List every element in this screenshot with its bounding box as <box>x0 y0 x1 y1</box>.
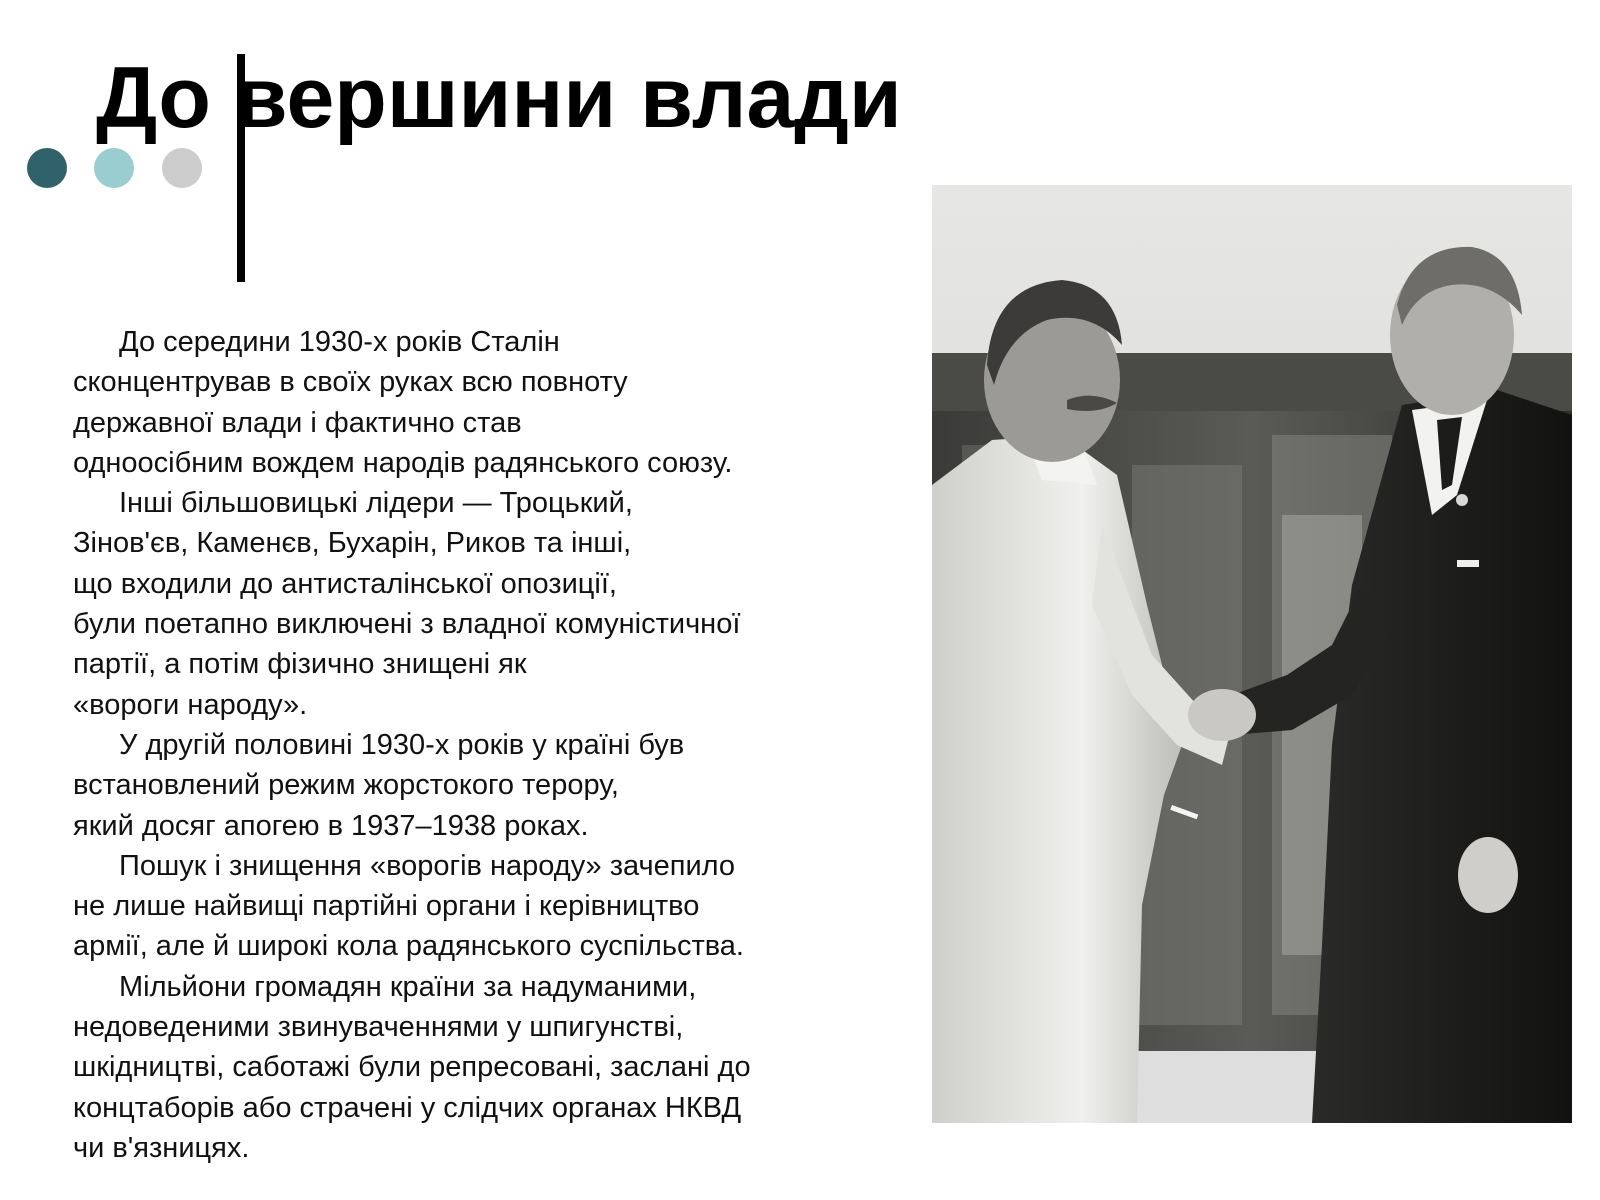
right-figure-pocket-square <box>1457 560 1479 567</box>
paragraph-1-line-2: сконцентрував в своїх руках всю повноту <box>73 366 628 399</box>
paragraph-2-line-3: що входили до антисталінської опозиції, <box>73 567 617 600</box>
paragraph-2-line-1: Інші більшовицькі лідери — Троцький, <box>119 487 633 520</box>
right-figure-hand <box>1458 837 1518 913</box>
slide-body-text <box>73 322 873 1168</box>
paragraph-2-line-5: партії, а потім фізично знищені як <box>73 648 527 681</box>
historical-handshake-photo <box>932 185 1572 1123</box>
paragraph-5-line-5: чи в'язницях. <box>73 1131 250 1164</box>
paragraph-3-line-1: У другій половині 1930-х років у країні був <box>119 728 685 761</box>
paragraph-5-line-4: концтаборів або страчені у слідчих органах НКВД <box>73 1091 742 1124</box>
paragraph-2-line-6: «вороги народу». <box>73 688 308 721</box>
accent-dot-light-teal <box>94 148 134 188</box>
paragraph-3-line-2: встановлений режим жорстокого терору, <box>73 769 619 802</box>
paragraph-3-line-3: який досяг апогею в 1937–1938 роках. <box>73 809 589 842</box>
handshake <box>1188 689 1256 741</box>
paragraph-1-line-3: державної влади і фактично став <box>73 406 522 439</box>
paragraph-5-line-1: Мільйони громадян країни за надуманими, <box>119 970 697 1003</box>
accent-dot-gray <box>162 148 202 188</box>
paragraph-4-line-1: Пошук і знищення «ворогів народу» зачепило <box>119 849 736 882</box>
paragraph-5-line-2: недоведеними звинуваченнями у шпигунстві, <box>73 1011 684 1044</box>
paragraph-5-line-3: шкідництві, саботажі були репресовані, заслані до <box>73 1051 751 1084</box>
paragraph-1-line-1: До середини 1930-х років Сталін <box>119 326 560 358</box>
accent-dot-dark-teal <box>27 148 67 188</box>
paragraph-2-line-4: були поетапно виключені з владної комуністичної <box>73 608 741 641</box>
paragraph-4-line-3: армії, але й широкі кола радянського суспільства. <box>73 930 744 963</box>
paragraph-1-line-4: одноосібним вождем народів радянського союзу. <box>73 446 733 479</box>
right-figure-lapel-pin <box>1456 494 1468 506</box>
paragraph-4-line-2: не лише найвищі партійні органи і керівництво <box>73 890 700 923</box>
slide-title: До вершини влади <box>96 50 902 146</box>
paragraph-2-line-2: Зінов'єв, Каменєв, Бухарін, Риков та інші, <box>73 527 632 560</box>
